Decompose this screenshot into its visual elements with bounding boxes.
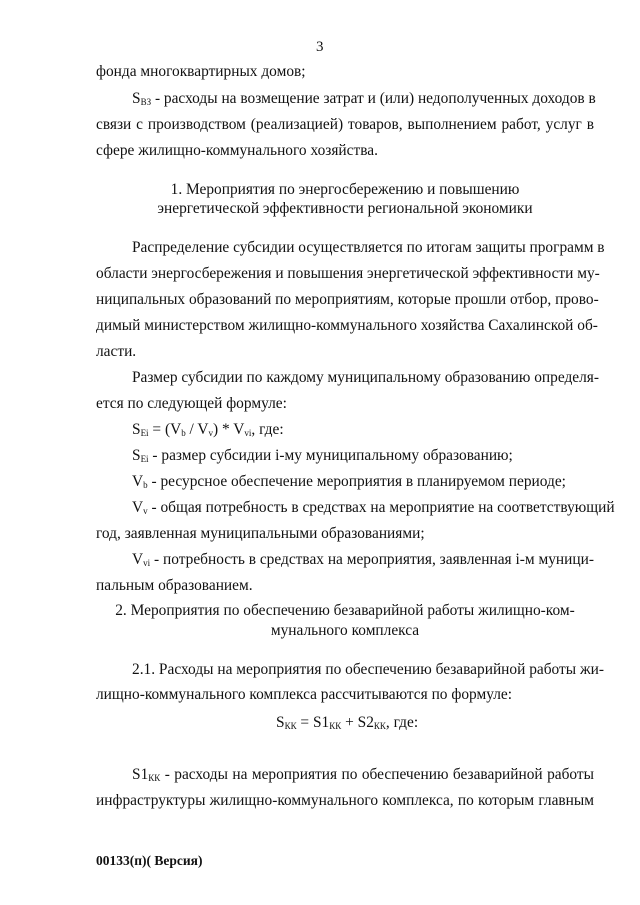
document-footer-code: 00133(п)( Версия): [96, 853, 203, 868]
section-heading-2-cont: мунального комплекса: [270, 622, 420, 639]
text-line: ется по следующей формуле:: [96, 395, 287, 412]
text-line-svz: $S_{ВЗ}$ - расходы на возмещение затрат и (или) недополученных доходов в: [132, 90, 596, 107]
symbol-s: S: [132, 90, 141, 107]
text-line: Размер субсидии по каждому муниципальному образованию определя-: [132, 369, 599, 386]
text-line: сфере жилищно-коммунального хозяйства.: [96, 142, 378, 159]
definition-sei: $S_{Ei}$ - размер субсидии i-му муниципальному образованию;: [132, 447, 513, 464]
formula-sei: $S_{Ei} = (V_b / V_v) * V_{vi}$, где:: [132, 421, 284, 438]
subscript: ВЗ: [140, 97, 152, 107]
text-line: 2.1. Расходы на мероприятия по обеспечению безаварийной работы жи-: [132, 661, 604, 678]
text-line: фонда многоквартирных домов;: [96, 63, 306, 80]
text-line: ласти.: [96, 343, 137, 360]
text-line: пальным образованием.: [96, 577, 253, 594]
definition-s1kk: $S1_{КК}$ - расходы на мероприятия по обеспечению безаварийной работы: [132, 766, 594, 783]
text-line: ниципальных образований по мероприятиям, которые прошли отбор, прово-: [96, 291, 599, 308]
definition-vvi: $V_{vi}$ - потребность в средствах на мероприятия, заявленная i-м муници-: [132, 551, 594, 568]
text-line: инфраструктуры жилищно-коммунального комплекса, по которым главным: [96, 792, 594, 809]
definition-vb: $V_b$ - ресурсное обеспечение мероприятия в планируемом периоде;: [132, 473, 566, 490]
text-line: области энергосбережения и повышения энергетической эффективности му-: [96, 265, 600, 282]
section-heading-1: 1. Мероприятия по энергосбережению и повышению: [170, 181, 520, 198]
text-line: лищно-коммунального комплекса рассчитываются по формуле:: [96, 686, 513, 703]
page-number: 3: [316, 39, 324, 55]
definition-vv: $V_v$ - общая потребность в средствах на мероприятие на соответствующий: [132, 499, 615, 516]
text-line: димый министерством жилищно-коммунального хозяйства Сахалинской об-: [96, 317, 598, 334]
section-heading-2: 2. Мероприятия по обеспечению безаварийной работы жилищно-ком-: [115, 602, 575, 619]
text-line: Распределение субсидии осуществляется по итогам защиты программ в: [132, 239, 605, 256]
section-heading-1-cont: энергетической эффективности региональной экономики: [157, 200, 533, 217]
formula-skk: $S_{КК} = S1_{КК} + S2_{КК}$, где:: [276, 714, 419, 731]
text-line: связи с производством (реализацией) товаров, выполнением работ, услуг в: [96, 116, 594, 133]
text-line: год, заявленная муниципальными образованиями;: [96, 525, 425, 542]
